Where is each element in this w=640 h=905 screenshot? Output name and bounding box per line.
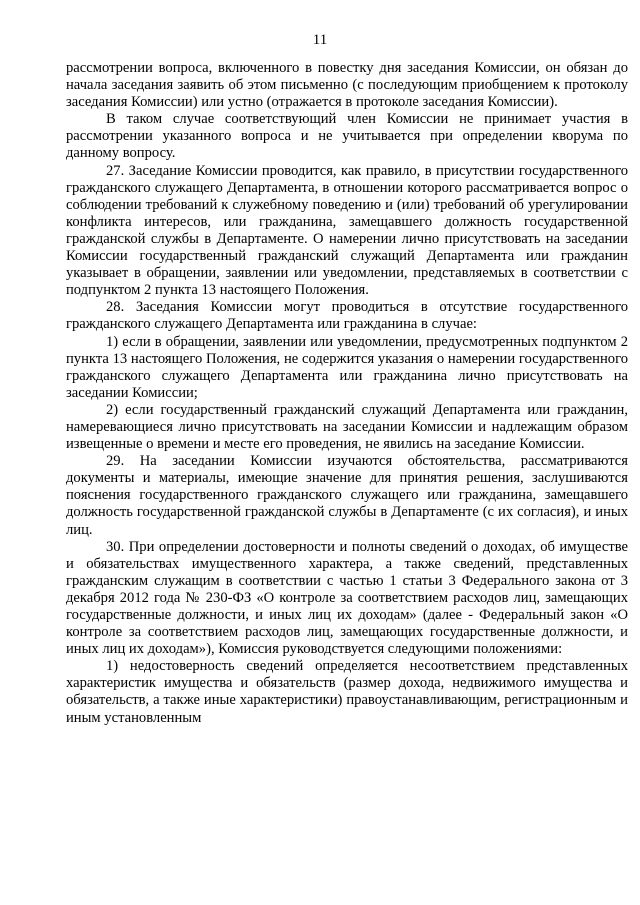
paragraph-continuation: рассмотрении вопроса, включенного в повестку дня заседания Комиссии, он обязан до начала заседания заявить об этом письменно (с последующим приобщением к протоколу заседания Комиссии) или устно (отражается в протоколе заседания Комиссии).	[66, 60, 628, 111]
paragraph-subitem-2: 2) если государственный гражданский служащий Департамента или гражданин, намеревающиеся лично присутствовать на заседании Комиссии и надлежащим образом извещенные о времени и месте его проведения, не явились на заседание Комиссии.	[66, 401, 628, 453]
document-body	[66, 60, 628, 727]
paragraph-item-28: 28. Заседания Комиссии могут проводиться в отсутствие государственного гражданского служащего Департамента или гражданина в случае:	[66, 299, 628, 333]
paragraph-item-29: 29. На заседании Комиссии изучаются обстоятельства, рассматриваются документы и материалы, имеющие значение для принятия решения, заслушиваются пояснения государственного гражданского служащего или гражданина, замещавшего должность государственной гражданской службы в Департаменте (с их согласия), и иных лиц.	[66, 453, 628, 538]
paragraph: В таком случае соответствующий член Комиссии не принимает участия в рассмотрении указанного вопроса и не учитывается при определении кворума по данному вопросу.	[66, 111, 628, 162]
paragraph-item-27: 27. Заседание Комиссии проводится, как правило, в присутствии государственного гражданского служащего Департамента, в отношении которого рассматривается вопрос о соблюдении требований к служебному поведению и (или) требований об урегулировании конфликта интересов, или гражданина, замещавшего должность государственной гражданской службы в Департаменте. О намерении лично присутствовать на заседании Комиссии государственный гражданский служащий Департамента или гражданин указывает в обращении, заявлении или уведомлении, представляемых в соответствии с подпунктом 2 пункта 13 настоящего Положения.	[66, 162, 628, 299]
paragraph-subitem-1: 1) если в обращении, заявлении или уведомлении, предусмотренных подпунктом 2 пункта 13 настоящего Положения, не содержится указания о намерении государственного гражданского служащего Департамента или гражданина лично присутствовать на заседании Комиссии;	[66, 333, 628, 401]
paragraph-subitem-1-partial: 1) недостоверность сведений определяется несоответствием представленных характеристик имущества и обязательств (размер дохода, недвижимого имущества и обязательств, а также иные характеристики) правоустанавливающим, регистрационным и иным установленным	[66, 658, 628, 726]
paragraph-item-30: 30. При определении достоверности и полноты сведений о доходах, об имуществе и обязательствах имущественного характера, а также сведений, представленных гражданским служащим в соответствии с частью 1 статьи 3 Федерального закона от 3 декабря 2012 года № 230-ФЗ «О контроле за соответствием расходов лиц, замещающих государственные должности, и иных лиц их доходам» (далее - Федеральный закон «О контроле за соответствием расходов лиц, замещающих государственные должности, и иных лиц их доходам»), Комиссия руководствуется следующими положениями:	[66, 538, 628, 658]
page-number: 11	[312, 32, 328, 48]
